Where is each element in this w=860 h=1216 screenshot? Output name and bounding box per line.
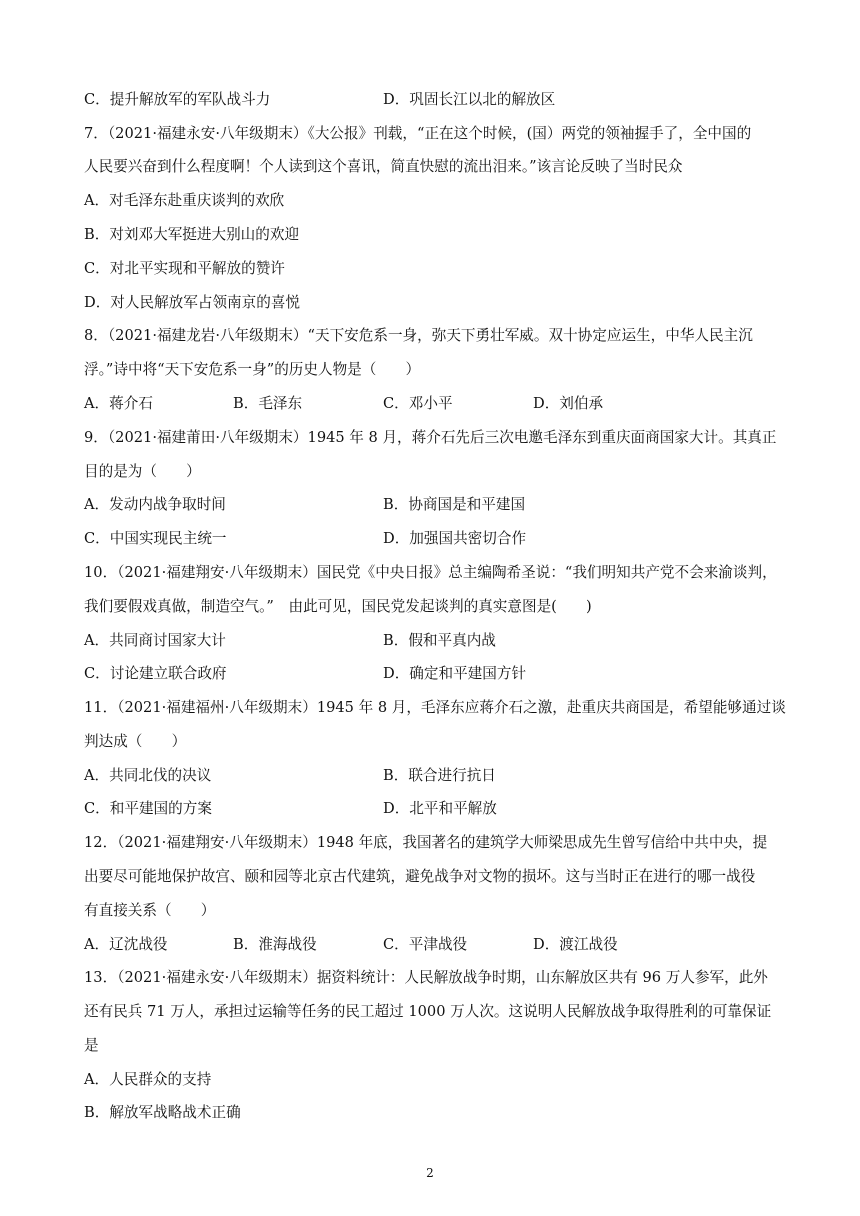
q10-option-c: C．讨论建立联合政府 xyxy=(84,665,227,682)
q10-option-a: A．共同商讨国家大计 xyxy=(84,632,226,649)
q11-option-a: A．共同北伐的决议 xyxy=(84,767,212,784)
q7-option-c: C．对北平实现和平解放的赞许 xyxy=(84,260,285,277)
q9-stem-line-2: 目的是为（ ） xyxy=(84,463,201,480)
q13-option-a: A．人民群众的支持 xyxy=(84,1071,212,1088)
q12-stem-line-2: 出要尽可能地保护故宫、颐和园等北京古代建筑，避免战争对文物的损坏。这与当时正在进行的哪一战役 xyxy=(84,868,756,885)
q9-option-a: A．发动内战争取时间 xyxy=(84,496,226,513)
q9-option-d: D．加强国共密切合作 xyxy=(383,530,527,547)
q7-option-b: B．对刘邓大军挺进大别山的欢迎 xyxy=(84,226,300,243)
q11-option-b: B．联合进行抗日 xyxy=(383,767,496,784)
q6-option-d: D．巩固长江以北的解放区 xyxy=(383,91,556,108)
page-number: 2 xyxy=(426,1166,434,1180)
q7-stem-line-2: 人民要兴奋到什么程度啊！个人读到这个喜讯，简直快慰的流出泪来。”该言论反映了当时民众 xyxy=(84,158,683,175)
q8-stem-line-1: 8．（2021·福建龙岩·八年级期末）“天下安危系一身，弥天下勇壮军威。双十协定应运生，中华人民主沉 xyxy=(84,327,753,344)
q12-stem-line-3: 有直接关系（ ） xyxy=(84,902,216,919)
q10-option-b: B．假和平真内战 xyxy=(383,632,496,649)
q13-stem-line-1: 13．（2021·福建永安·八年级期末）据资料统计：人民解放战争时期，山东解放区共有 96 万人参军，此外 xyxy=(84,969,768,986)
q9-option-b: B．协商国是和平建国 xyxy=(383,496,526,513)
q11-option-d: D．北平和平解放 xyxy=(383,800,497,817)
q8-option-d: D．刘伯承 xyxy=(533,395,604,412)
q7-stem-line-1: 7．（2021·福建永安·八年级期末）《大公报》刊载，“正在这个时候，(国）两党的领袖握手了，全中国的 xyxy=(84,125,752,142)
q13-stem-line-3: 是 xyxy=(84,1037,99,1054)
q13-stem-line-2: 还有民兵 71 万人，承担过运输等任务的民工超过 1000 万人次。这说明人民解放战争取得胜利的可靠保证 xyxy=(84,1003,772,1020)
q12-option-c: C．平津战役 xyxy=(383,936,468,953)
q8-option-a: A．蒋介石 xyxy=(84,395,153,412)
q11-stem-line-1: 11．（2021·福建福州·八年级期末）1945 年 8 月，毛泽东应蒋介石之激，赴重庆共商国是，希望能够通过谈 xyxy=(84,699,786,716)
q8-option-c: C．邓小平 xyxy=(383,395,453,412)
q11-stem-line-2: 判达成（ ） xyxy=(84,733,187,750)
q10-stem-line-1: 10．（2021·福建翔安·八年级期末）国民党《中央日报》总主编陶希圣说：“我们明知共产党不会来渝谈判， xyxy=(84,564,777,581)
q12-option-a: A．辽沈战役 xyxy=(84,936,168,953)
q7-option-a: A．对毛泽东赴重庆谈判的欢欣 xyxy=(84,192,285,209)
q12-option-b: B．淮海战役 xyxy=(233,936,317,953)
q10-option-d: D．确定和平建国方针 xyxy=(383,665,527,682)
q7-option-d: D．对人民解放军占领南京的喜悦 xyxy=(84,294,301,311)
q13-option-b: B．解放军战略战术正确 xyxy=(84,1104,241,1121)
q9-option-c: C．中国实现民主统一 xyxy=(84,530,227,547)
q8-stem-line-2: 浮。”诗中将“天下安危系一身”的历史人物是（ ） xyxy=(84,361,421,378)
q12-stem-line-1: 12．（2021·福建翔安·八年级期末）1948 年底，我国著名的建筑学大师梁思成先生曾写信给中共中央，提 xyxy=(84,834,768,851)
q11-option-c: C．和平建国的方案 xyxy=(84,800,212,817)
q6-option-c: C．提升解放军的军队战斗力 xyxy=(84,91,271,108)
q10-stem-line-2: 我们要假戏真做，制造空气。” 由此可见，国民党发起谈判的真实意图是( ) xyxy=(84,598,592,615)
q8-option-b: B．毛泽东 xyxy=(233,395,303,412)
q12-option-d: D．渡江战役 xyxy=(533,936,618,953)
q9-stem-line-1: 9．（2021·福建莆田·八年级期末）1945 年 8 月，蒋介石先后三次电邀毛泽东到重庆面商国家大计。其真正 xyxy=(84,429,777,446)
